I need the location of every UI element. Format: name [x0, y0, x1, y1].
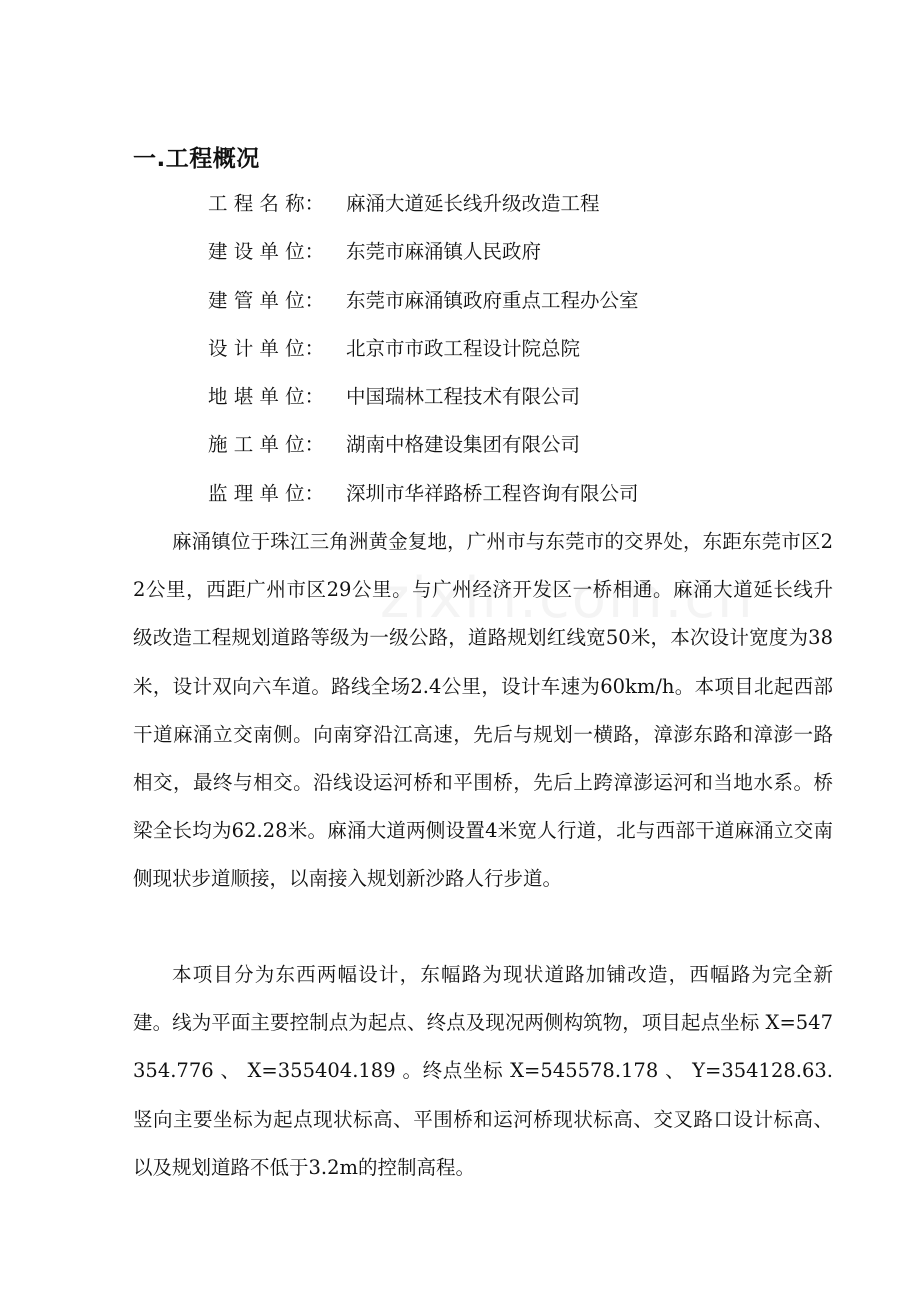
info-value: 东莞市麻涌镇政府重点工程办公室 [346, 288, 639, 312]
info-row-management-unit [208, 283, 639, 331]
paragraph-design: 本项目分为东西两幅设计，东幅路为现状道路加铺改造，西幅路为完全新建。线为平面主要控制点为起点、终点及现况两侧构筑物，项目起点坐标 X=547354.776 、 X=355404.189 。终点坐标 X=545578.178 、 Y=354128.63.竖向主要坐标为起点现状标高、平围桥和运河桥现状标高、交叉路口设计标高、以及规划道路不低于3.2m的控制高程。 [133, 963, 833, 1179]
section-heading: 一.工程概况 [133, 146, 260, 172]
info-row-project-name [208, 186, 639, 234]
info-row-contractor-unit [208, 427, 639, 475]
info-label: 监 理 单 位： [208, 481, 325, 505]
info-row-design-unit [208, 331, 639, 379]
paragraph-overview: 麻涌镇位于珠江三角洲黄金复地，广州市与东莞市的交界处，东距东莞市区22公里，西距广州市区29公里。与广州经济开发区一桥相通。麻涌大道延长线升级改造工程规划道路等级为一级公路，道路规划红线宽50米，本次设计宽度为38米，设计双向六车道。路线全场2.4公里，设计车速为60km/h。本项目北起西部干道麻涌立交南侧。向南穿沿江高速，先后与规划一横路，漳澎东路和漳澎一路相交，最终与相交。沿线设运河桥和平围桥，先后上跨漳澎运河和当地水系。桥梁全长均为62.28米。麻涌大道两侧设置4米宽人行道，北与西部干道麻涌立交南侧现状步道顺接，以南接入规划新沙路人行步道。 [133, 530, 833, 891]
info-label: 建 管 单 位： [208, 288, 325, 312]
info-value: 麻涌大道延长线升级改造工程 [346, 192, 600, 215]
info-label: 地 堪 单 位： [208, 385, 325, 409]
info-label: 施 工 单 位： [208, 433, 325, 457]
info-value: 北京市市政工程设计院总院 [346, 336, 581, 360]
info-label: 工 程 名 称： [208, 192, 325, 215]
info-label: 建 设 单 位： [208, 240, 325, 264]
info-value: 东莞市麻涌镇人民政府 [346, 240, 542, 264]
info-label: 设 计 单 位： [208, 336, 325, 360]
project-info-list [208, 186, 639, 524]
info-value: 深圳市华祥路桥工程咨询有限公司 [346, 481, 639, 505]
info-value: 湖南中格建设集团有限公司 [346, 433, 581, 457]
info-row-construction-unit [208, 234, 639, 282]
info-value: 中国瑞林工程技术有限公司 [346, 385, 581, 409]
info-row-survey-unit [208, 379, 639, 427]
info-row-supervision-unit [208, 476, 639, 524]
